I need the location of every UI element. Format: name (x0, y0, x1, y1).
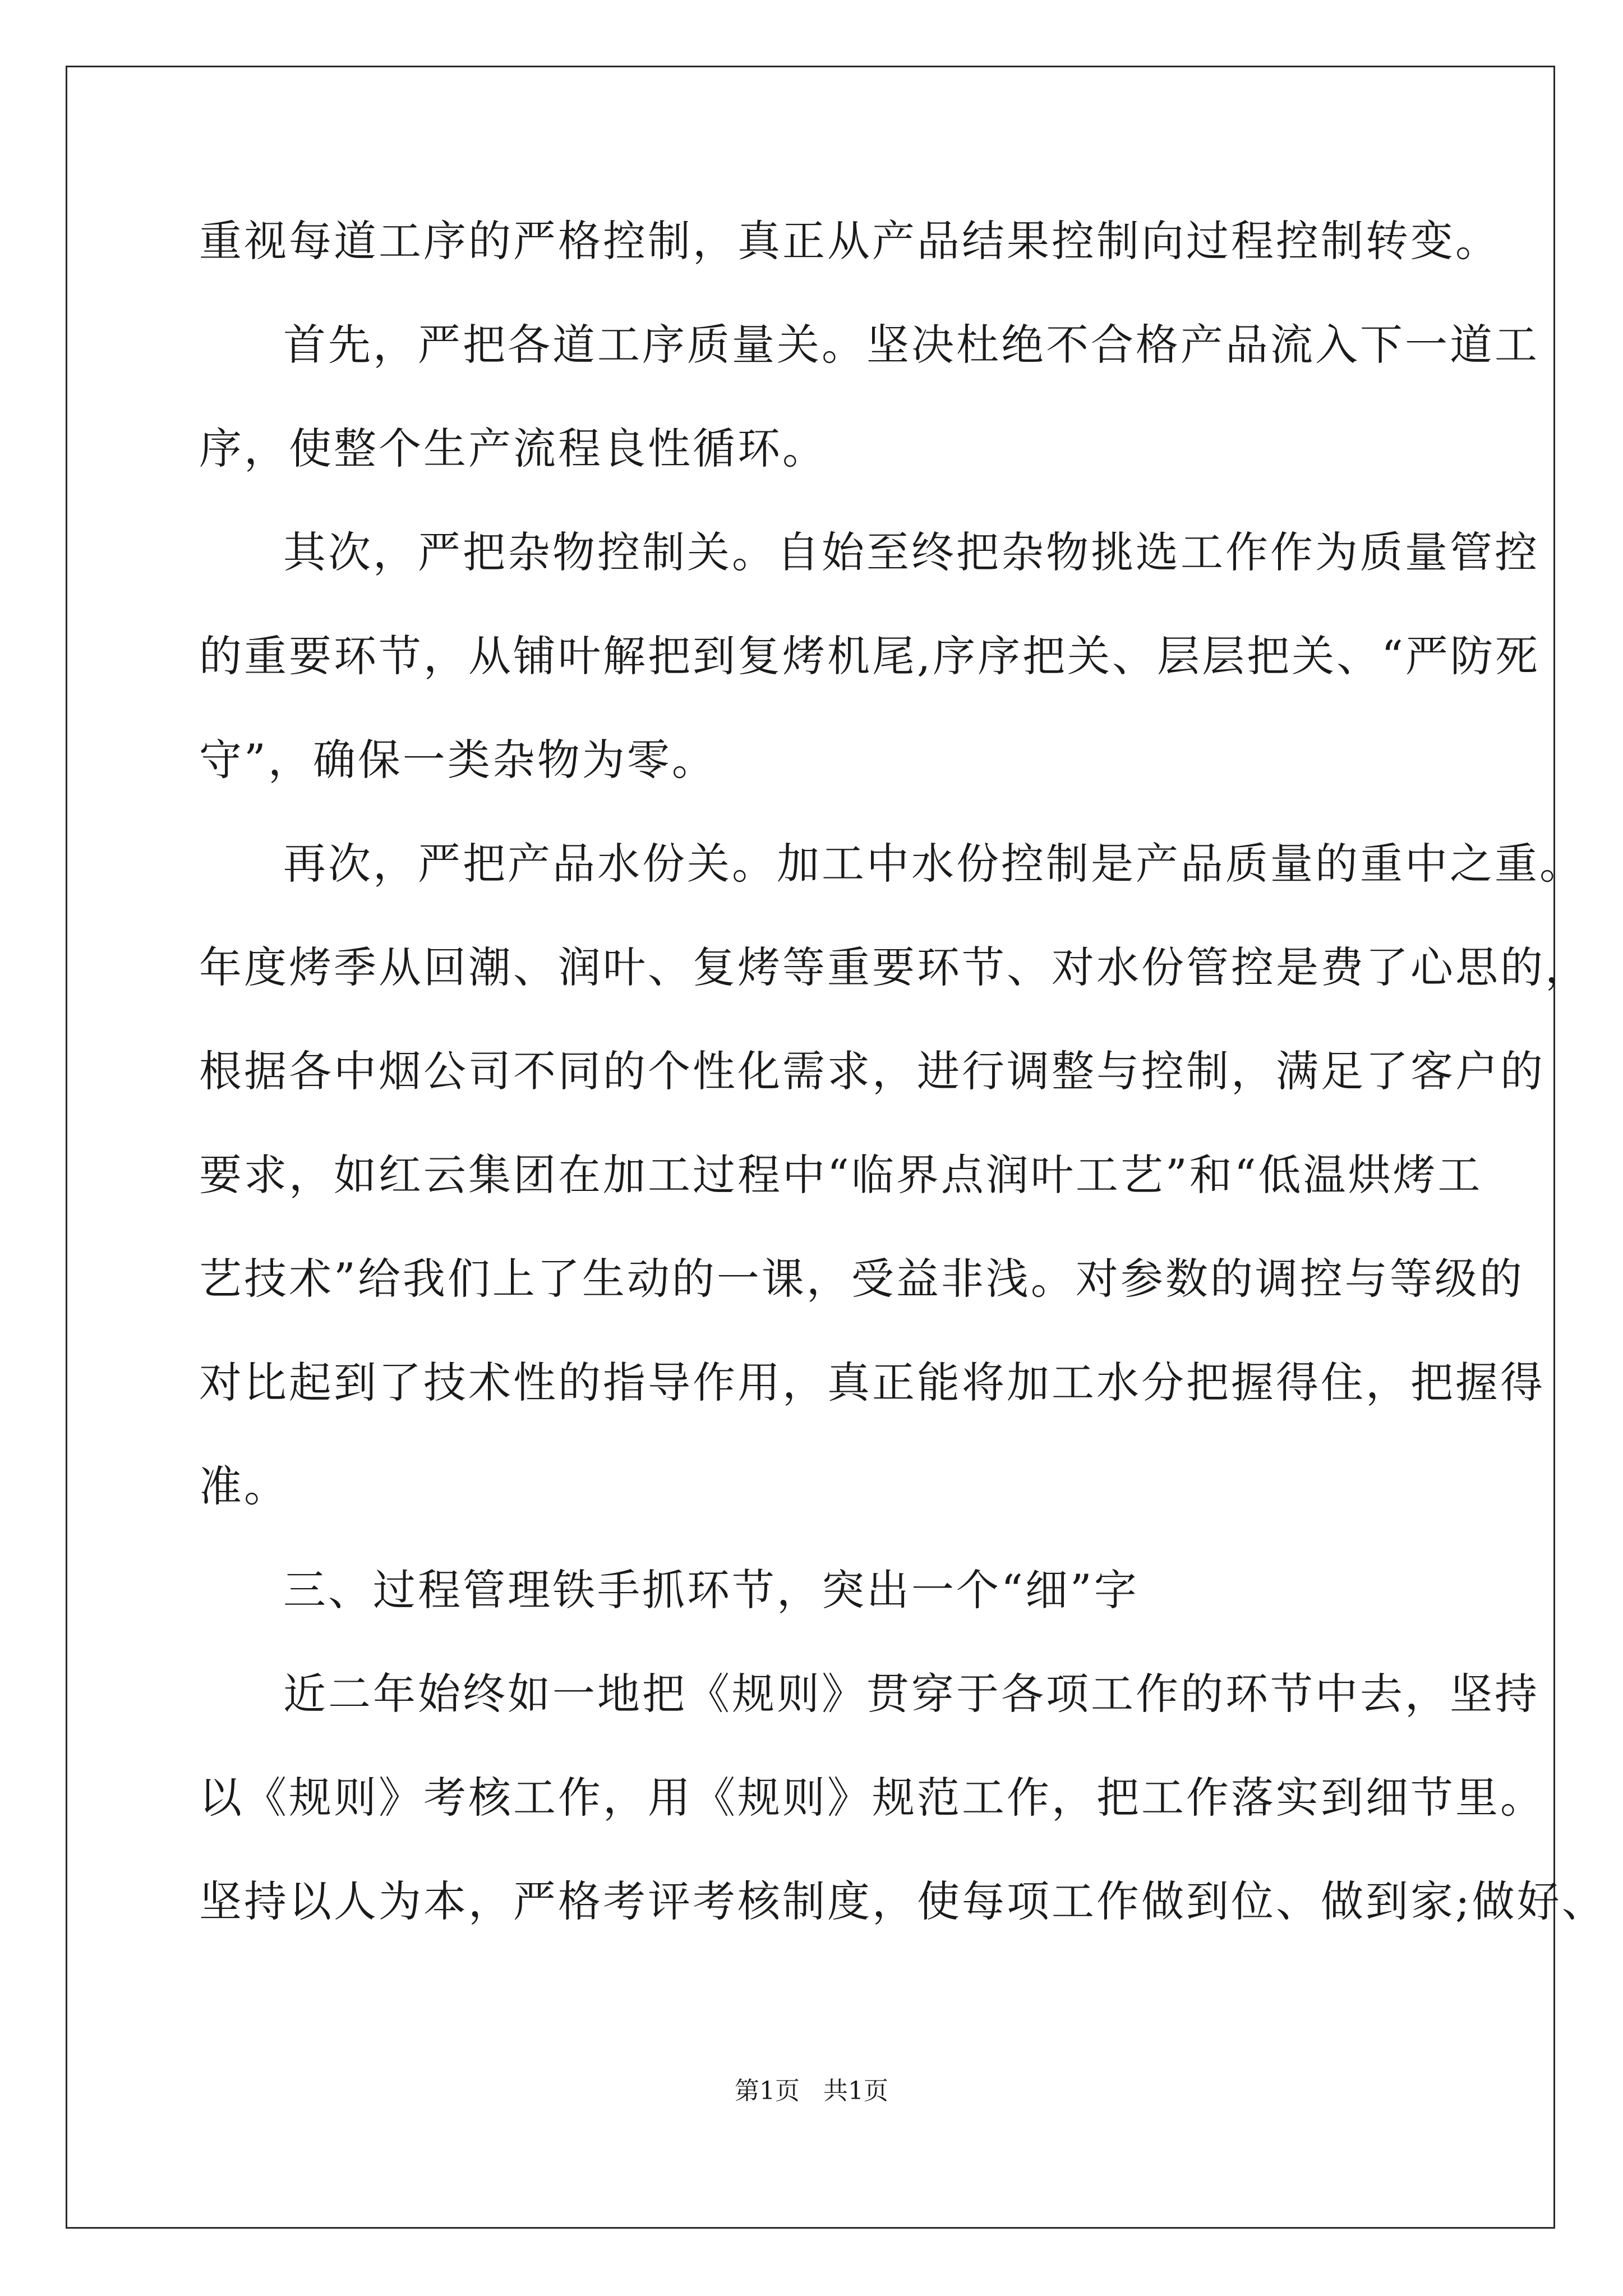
text-line: 以《规则》考核工作，用《规则》规范工作，把工作落实到细节里。 (199, 1773, 1545, 1823)
text-line: 近二年始终如一地把《规则》贯穿于各项工作的环节中去，坚持 (283, 1669, 1539, 1719)
text-line: 准。 (199, 1461, 289, 1511)
text-line: 艺技术”给我们上了生动的一课，受益非浅。对参数的调控与等级的 (199, 1254, 1524, 1304)
text-line: 再次，严把产品水份关。加工中水份控制是产品质量的重中之重。 (283, 839, 1584, 889)
text-line: 要求，如红云集团在加工过程中“临界点润叶工艺”和“低温烘烤工 (199, 1150, 1483, 1200)
text-line: 序，使整个生产流程良性循环。 (199, 424, 827, 473)
text-line: 守”，确保一类杂物为零。 (199, 735, 717, 785)
text-line: 根据各中烟公司不同的个性化需求，进行调整与控制，满足了客户的 (199, 1046, 1545, 1096)
text-line: 坚持以人为本，严格考评考核制度，使每项工作做到位、做到家;做好、 (199, 1876, 1607, 1926)
text-line: 年度烤季从回潮、润叶、复烤等重要环节、对水份管控是费了心思的， (199, 942, 1590, 992)
page-number-footer: 第1页 共1页 (735, 2077, 888, 2105)
text-line: 重视每道工序的严格控制，真正从产品结果控制向过程控制转变。 (199, 216, 1500, 266)
text-line: 对比起到了技术性的指导作用，真正能将加工水分把握得住，把握得 (199, 1358, 1545, 1407)
text-line: 首先，严把各道工序质量关。坚决杜绝不合格产品流入下一道工 (283, 320, 1539, 370)
section-heading: 三、过程管理铁手抓环节，突出一个“细”字 (283, 1565, 1139, 1615)
text-line: 其次，严把杂物控制关。自始至终把杂物挑选工作作为质量管控 (283, 527, 1539, 577)
text-line: 的重要环节，从铺叶解把到复烤机尾,序序把关、层层把关、“严防死 (199, 631, 1541, 681)
